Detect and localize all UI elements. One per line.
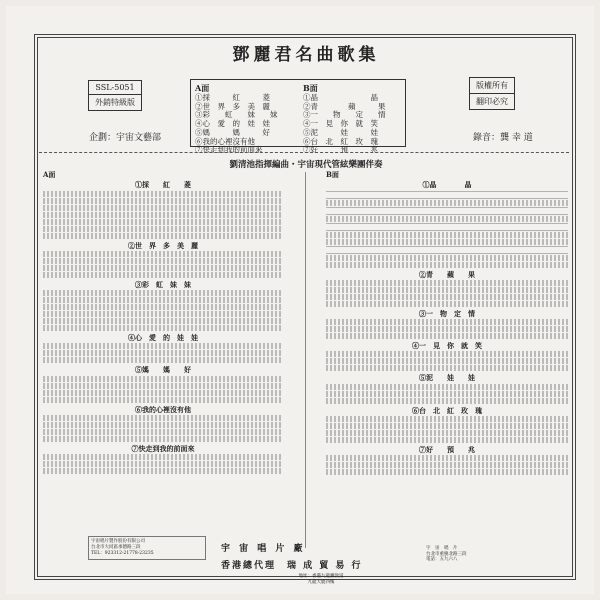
lyrics-block: [326, 391, 568, 397]
lyrics-block: [43, 454, 283, 460]
lyrics-block: [43, 212, 283, 218]
lyrics-block: [326, 398, 568, 404]
lyrics-block: [326, 280, 568, 286]
page-title: 鄧麗君名曲歌集: [232, 45, 380, 65]
lyrics-block: [43, 219, 283, 225]
lyrics-block: [326, 319, 568, 325]
lyrics-block: [326, 423, 568, 429]
lyrics-block: [43, 343, 283, 349]
section-divider: [39, 152, 569, 153]
song-title: ③彩 虹 妹 妹: [135, 279, 191, 289]
song-title: ⑤泥 娃 娃: [419, 373, 475, 383]
lyrics-block: [43, 350, 283, 356]
lyrics-block: [326, 437, 568, 443]
song-title: ①採 紅 菱: [135, 180, 191, 190]
lyrics-block: [43, 397, 283, 403]
lyrics-block: [326, 462, 568, 468]
song-title: ①晶 晶: [422, 180, 472, 190]
tracklist-item: ⑦好 預 兆: [303, 145, 378, 155]
tracklist-item: ④一 見 你 就 笑: [303, 119, 378, 129]
address-line: 地址：香港九龍彌敦道: [298, 574, 344, 579]
side-b-label: B面: [326, 170, 339, 179]
lyrics-block: [43, 357, 283, 363]
lyrics-block: [43, 376, 283, 382]
lyrics-block: [43, 318, 283, 324]
tracklist-item: ③彩 虹 妹 妹: [195, 110, 278, 120]
orchestra-credit: 劉清池指揮編曲・宇宙現代管絃樂團伴奏: [229, 160, 383, 170]
lyrics-block: [326, 365, 568, 371]
agent-name: 香港總代理 瑞 成 貿 易 行: [221, 561, 363, 571]
lyrics-block: [43, 297, 283, 303]
side-b-lyrics: [326, 172, 568, 476]
lyrics-block: [43, 191, 283, 197]
music-score: [326, 246, 568, 254]
lyrics-block: [43, 290, 283, 296]
song-title: ⑦好 預 兆: [419, 445, 475, 455]
lyrics-block: [43, 390, 283, 396]
label-info: [426, 546, 546, 563]
song-title: ③一 物 定 情: [419, 308, 475, 318]
lyrics-block: [326, 358, 568, 364]
side-a-label: A面: [43, 170, 56, 179]
lyrics-block: [43, 205, 283, 211]
lyrics-block: [326, 351, 568, 357]
lyrics-block: [326, 255, 568, 261]
label-info-line: 台北市重慶北路三段: [426, 551, 467, 557]
tracklist-box: [190, 79, 406, 155]
lyrics-block: [43, 251, 283, 257]
song-title: ④一 見 你 就 笑: [412, 341, 482, 351]
lyrics-block: [43, 429, 283, 435]
lyrics-block: [326, 469, 568, 475]
lyrics-block: [326, 384, 568, 390]
lyrics-block: [326, 232, 568, 238]
tracklist-item: ⑥我的心裡沒有他: [195, 136, 255, 146]
lyrics-block: [43, 258, 283, 264]
lyrics-block: [43, 383, 283, 389]
tracklist-item: ③一 物 定 情: [303, 110, 386, 120]
rights-box: [469, 77, 515, 110]
lyrics-block: [43, 304, 283, 310]
rights-line-1: 版權所有: [476, 81, 508, 90]
lyrics-block: [326, 301, 568, 307]
side-a-lyrics: [43, 172, 283, 475]
agent-address: [261, 574, 381, 585]
column-divider: [305, 172, 306, 548]
lyrics-block: [326, 416, 568, 422]
tracklist-item: ⑤泥 娃 娃: [303, 127, 378, 137]
lyrics-block: [326, 430, 568, 436]
tracklist-item: ⑤媽 媽 好: [195, 127, 270, 137]
song-title: ⑥台 北 紅 玫 瑰: [412, 405, 482, 415]
lyrics-block: [326, 262, 568, 268]
tracklist-item: ②青 蘋 果: [303, 101, 386, 111]
music-score: [326, 207, 568, 215]
lyrics-block: [43, 265, 283, 271]
song-title: ⑤媽 媽 好: [135, 365, 191, 375]
song-title: ②青 蘋 果: [419, 269, 475, 279]
tracklist-side-b: [303, 83, 386, 155]
lyrics-block: [43, 233, 283, 239]
lyrics-block: [43, 461, 283, 467]
lyrics-block: [326, 294, 568, 300]
music-score: [326, 191, 568, 199]
lyrics-block: [43, 422, 283, 428]
recorder-credit: 錄音：龔 幸 道: [473, 133, 533, 143]
lyrics-block: [326, 287, 568, 293]
manufacturer-box: [88, 536, 206, 560]
tracklist-item: ⑦快走到我的前面來: [195, 145, 263, 155]
tracklist-item: ①採 紅 菱: [195, 93, 270, 102]
label-info-line: 宇 宙 唱 片: [426, 546, 458, 551]
lyrics-block: [43, 272, 283, 278]
tracklist-side-b-label: B面: [303, 83, 318, 93]
label-info-line: 電話：五九六八: [426, 557, 458, 562]
tracklist-item: ①晶 晶: [303, 93, 378, 102]
company-name: 宇 宙 唱 片 廠: [221, 544, 306, 554]
music-score: [326, 223, 568, 231]
tracklist-item: ⑥台 北 紅 玫 瑰: [303, 136, 378, 146]
lyrics-block: [326, 333, 568, 339]
song-title: ②世 界 多 美 麗: [128, 240, 198, 250]
lyrics-block: [326, 200, 568, 206]
lyrics-block: [43, 198, 283, 204]
lyrics-block: [43, 468, 283, 474]
album-insert-sheet: [6, 6, 594, 594]
lyrics-block: [326, 326, 568, 332]
song-title: ⑦快走到我的前面來: [131, 444, 195, 454]
tracklist-side-a: [195, 83, 278, 155]
lyrics-block: [326, 239, 568, 245]
lyrics-block: [43, 226, 283, 232]
manufacturer-line: TEL：923312-21778-23235: [91, 551, 154, 556]
song-title: ⑥我的心裡沒有他: [135, 404, 191, 414]
catalog-number: SSL-5051: [95, 83, 135, 92]
lyrics-block: [43, 415, 283, 421]
edition-label: 外銷特級版: [89, 94, 141, 110]
producer-credit: 企劃：宇宙文藝部: [89, 133, 162, 143]
lyrics-block: [43, 436, 283, 442]
catalog-box: [88, 80, 142, 111]
lyrics-block: [326, 455, 568, 461]
tracklist-side-a-label: A面: [195, 83, 210, 93]
tracklist-item: ④心 愛 的 娃 娃: [195, 119, 270, 129]
manufacturer-line: 台北市大同區承德路三段: [91, 545, 141, 550]
rights-line-2: 翻印必究: [470, 93, 514, 109]
lyrics-block: [326, 216, 568, 222]
manufacturer-line: 宇宙唱片製作股份有限公司: [91, 539, 145, 544]
address-line: 九龍大廈四樓: [307, 579, 335, 585]
lyrics-block: [43, 325, 283, 331]
lyrics-block: [43, 311, 283, 317]
tracklist-item: ②世 界 多 美 麗: [195, 101, 270, 111]
song-title: ④心 愛 的 娃 娃: [128, 333, 198, 343]
